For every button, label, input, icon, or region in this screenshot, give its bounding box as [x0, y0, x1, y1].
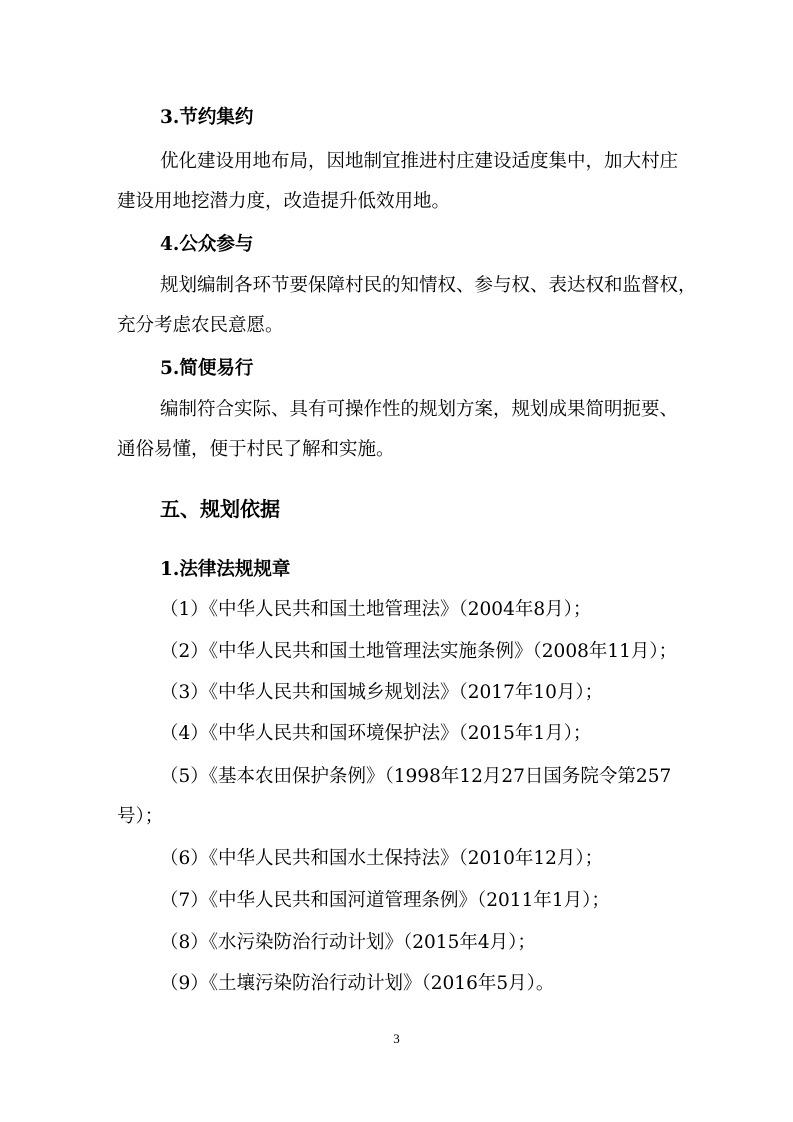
reference-item-continuation: 号）； — [117, 806, 164, 827]
section-heading-4: 4.公众参与 — [160, 234, 254, 255]
chapter-title: 五、规划依据 — [160, 497, 280, 521]
reference-item: （7）《中华人民共和国河道管理条例》（2011年1月）； — [160, 890, 610, 911]
section-heading-3: 3.节约集约 — [160, 107, 254, 128]
reference-item: （4）《中华人民共和国环境保护法》（2015年1月）； — [160, 723, 592, 744]
paragraph-line: 编制符合实际、具有可操作性的规划方案，规划成果简明扼要、 — [160, 399, 679, 420]
section-heading-5: 5.简便易行 — [160, 358, 254, 379]
paragraph-line: 建设用地挖潜力度，改造提升低效用地。 — [117, 191, 451, 212]
subsection-title: 1.法律法规规章 — [160, 559, 291, 580]
reference-item: （9）《土壤污染防治行动计划》（2016年5月）。 — [160, 973, 555, 994]
reference-item: （8）《水污染防治行动计划》（2015年4月）； — [160, 932, 536, 953]
paragraph-line: 优化建设用地布局，因地制宜推进村庄建设适度集中，加大村庄 — [160, 151, 679, 172]
paragraph-line: 规划编制各环节要保障村民的知情权、参与权、表达权和监督权， — [160, 275, 697, 296]
paragraph-line: 通俗易懂，便于村民了解和实施。 — [117, 439, 395, 460]
reference-item: （2）《中华人民共和国土地管理法实施条例》（2008年11月）； — [160, 641, 678, 662]
reference-item: （6）《中华人民共和国水土保持法》（2010年12月）； — [160, 848, 604, 869]
reference-item: （1）《中华人民共和国土地管理法》（2004年8月）； — [160, 599, 592, 620]
paragraph-line: 充分考虑农民意愿。 — [117, 315, 284, 336]
reference-item: （5）《基本农田保护条例》（1998年12月27日国务院令第257 — [160, 766, 672, 787]
reference-item: （3）《中华人民共和国城乡规划法》（2017年10月）； — [160, 682, 604, 703]
page-number: 3 — [393, 1031, 400, 1046]
